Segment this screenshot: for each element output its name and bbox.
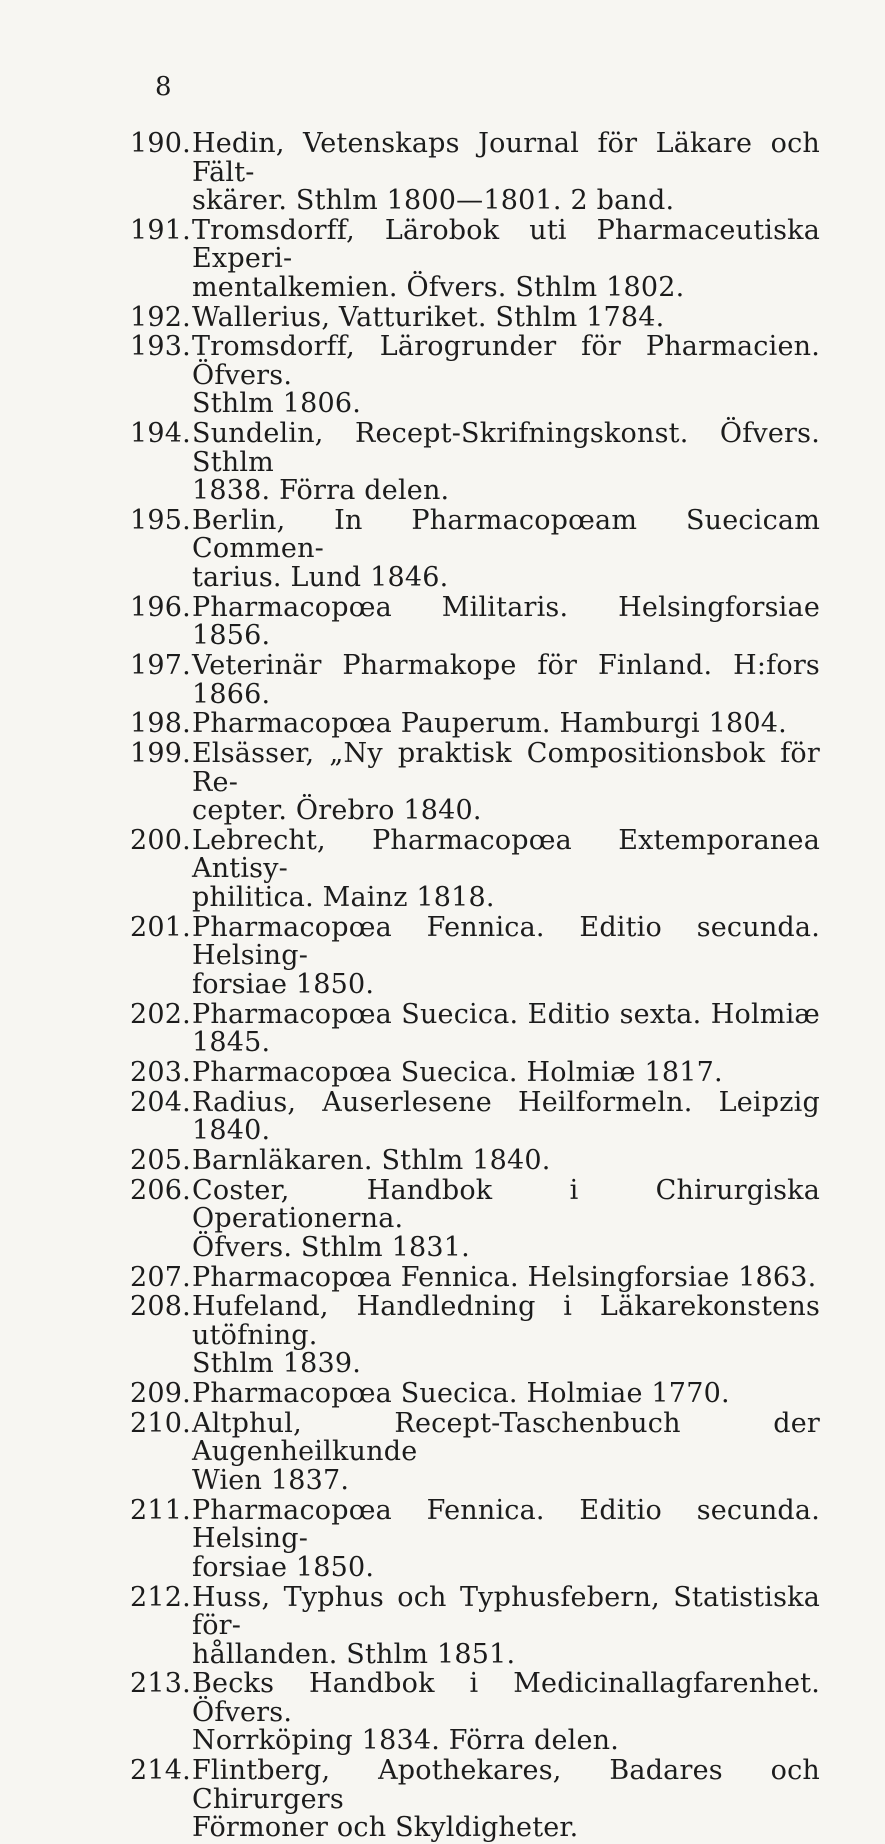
entry-line: Öfvers. Sthlm 1831. (192, 1231, 470, 1263)
catalog-entry (130, 1494, 820, 1583)
entry-text (192, 911, 820, 1000)
entry-line: Hufeland, Handledning i Läkarekonstens utöfning. (192, 1291, 820, 1351)
entry-number: 192. (130, 301, 191, 333)
entry-number: 207. (130, 1261, 191, 1293)
entry-line: Förmoner och Skyldigheter. (192, 1812, 579, 1844)
entry-line: hållanden. Sthlm 1851. (192, 1638, 516, 1670)
entry-line: Pharmacopœa Fennica. Helsingforsiae 1863. (192, 1261, 817, 1293)
catalog-entry (130, 591, 820, 652)
entry-number: 203. (130, 1056, 191, 1088)
page-number: 8 (155, 72, 172, 102)
entry-line: Huss, Typhus och Typhusfebern, Statistiska för- (192, 1581, 820, 1642)
entry-line: philitica. Mainz 1818. (192, 881, 495, 913)
entry-number: 197. (130, 650, 191, 682)
entry-text (192, 1380, 820, 1409)
entry-line: Pharmacopœa Fennica. Editio secunda. Helsing- (192, 1494, 820, 1555)
entry-number: 194. (130, 418, 191, 450)
catalog-entry (130, 1293, 820, 1379)
entry-line: Flintberg, Apothekares, Badares och Chirurgers (192, 1755, 820, 1815)
entry-text (192, 1144, 820, 1176)
entry-line: Altphul, Recept-Taschenbuch der Augenheilkunde (192, 1407, 820, 1468)
entry-text (192, 740, 820, 826)
entry-text (192, 1581, 820, 1670)
entry-line: Elsässer, „Ny praktisk Compositionsbok för Re- (192, 738, 820, 798)
entry-text (192, 214, 820, 303)
entry-text (192, 824, 820, 913)
entry-number: 195. (130, 504, 191, 536)
entry-text (192, 1670, 820, 1756)
entry-text (192, 998, 820, 1059)
entry-number: 191. (130, 214, 191, 246)
entry-line: Wallerius, Vatturiket. Sthlm 1784. (192, 301, 665, 333)
entry-line: Tromsdorff, Lärobok uti Pharmaceutiska Experi- (192, 214, 820, 275)
entry-number: 200. (130, 824, 191, 856)
entry-line: cepter. Örebro 1840. (192, 795, 482, 827)
catalog-entry (130, 1261, 820, 1293)
entry-text (192, 1757, 820, 1843)
entry-line: mentalkemien. Öfvers. Sthlm 1802. (192, 271, 685, 303)
entry-number: 193. (130, 331, 191, 363)
entry-line: Tromsdorff, Lärogrunder för Pharmacien. Öfvers. (192, 331, 820, 391)
catalog-entry (130, 824, 820, 913)
entry-number: 202. (130, 998, 191, 1030)
catalog-list (130, 130, 820, 1844)
catalog-entry (130, 420, 820, 506)
entry-line: Pharmacopœa Suecica. Holmiae 1770. (192, 1378, 730, 1410)
entry-text (192, 1174, 820, 1263)
entry-line: Becks Handbok i Medicinallagfarenhet. Öfvers. (192, 1668, 820, 1728)
catalog-entry (130, 130, 820, 216)
entry-line: Coster, Handbok i Chirurgiska Operationerna. (192, 1174, 820, 1235)
entry-line: 1838. Förra delen. (192, 475, 450, 507)
catalog-entry (130, 1086, 820, 1147)
entry-line: forsiae 1850. (192, 1551, 375, 1583)
entry-line: Pharmacopœa Suecica. Editio sexta. Holmiæ 1845. (192, 998, 820, 1059)
catalog-entry (130, 1056, 820, 1088)
catalog-entry (130, 333, 820, 419)
entry-number: 201. (130, 911, 191, 943)
catalog-entry (130, 911, 820, 1000)
entry-number: 209. (130, 1378, 191, 1410)
catalog-entry (130, 1670, 820, 1756)
entry-text (192, 1293, 820, 1379)
entry-text (192, 420, 820, 506)
entry-number: 214. (130, 1755, 191, 1787)
entry-line: Pharmacopœa Pauperum. Hamburgi 1804. (192, 708, 787, 740)
entry-line: Sundelin, Recept-Skrifningskonst. Öfvers. Sthlm (192, 418, 820, 478)
entry-line: Sthlm 1839. (192, 1348, 362, 1380)
entry-text (192, 1261, 820, 1293)
entry-text (192, 1494, 820, 1583)
entry-number: 190. (130, 128, 191, 159)
catalog-entry (130, 504, 820, 593)
catalog-entry (130, 214, 820, 303)
entry-line: tarius. Lund 1846. (192, 561, 449, 593)
entry-number: 196. (130, 591, 191, 623)
entry-text (192, 1086, 820, 1147)
entry-line: skärer. Sthlm 1800—1801. 2 band. (192, 185, 675, 216)
entry-text (192, 130, 820, 216)
entry-number: 210. (130, 1407, 191, 1439)
catalog-entry (130, 301, 820, 333)
entry-line: Veterinär Pharmakope för Finland. H:fors 1866. (192, 650, 820, 710)
entry-text (192, 1056, 820, 1088)
entry-number: 198. (130, 708, 191, 740)
entry-line: Radius, Auserlesene Heilformeln. Leipzig 1840. (192, 1086, 820, 1147)
entry-number: 212. (130, 1581, 191, 1613)
entry-line: Sthlm 1806. (192, 388, 362, 420)
entry-line: Berlin, In Pharmacopœam Suecicam Commen- (192, 504, 820, 565)
catalog-entry (130, 1380, 820, 1409)
entry-text (192, 301, 820, 333)
entry-text (192, 1407, 820, 1496)
catalog-entry (130, 1757, 820, 1843)
entry-line: Norrköping 1834. Förra delen. (192, 1725, 620, 1757)
catalog-entry (130, 710, 820, 739)
entry-text (192, 652, 820, 709)
catalog-entry (130, 998, 820, 1059)
entry-number: 208. (130, 1291, 191, 1323)
entry-line: Hedin, Vetenskaps Journal för Läkare och Fält- (192, 128, 820, 188)
catalog-entry (130, 1407, 820, 1496)
entry-line: Pharmacopœa Militaris. Helsingforsiae 1856. (192, 591, 820, 652)
entry-number: 204. (130, 1086, 191, 1118)
entry-text (192, 504, 820, 593)
entry-line: Pharmacopœa Fennica. Editio secunda. Helsing- (192, 911, 820, 972)
entry-number: 213. (130, 1668, 191, 1700)
entry-number: 211. (130, 1494, 191, 1526)
entry-text (192, 710, 820, 739)
catalog-entry (130, 740, 820, 826)
entry-line: Barnläkaren. Sthlm 1840. (192, 1144, 551, 1176)
entry-text (192, 333, 820, 419)
entry-text (192, 591, 820, 652)
catalog-entry (130, 1174, 820, 1263)
entry-line: Pharmacopœa Suecica. Holmiæ 1817. (192, 1056, 723, 1088)
catalog-entry (130, 1581, 820, 1670)
entry-number: 206. (130, 1174, 191, 1206)
entry-number: 199. (130, 738, 191, 770)
entry-line: Wien 1837. (192, 1464, 350, 1496)
catalog-entry (130, 1144, 820, 1176)
entry-number: 205. (130, 1144, 191, 1176)
catalog-entry (130, 652, 820, 709)
entry-line: Lebrecht, Pharmacopœa Extemporanea Antisy- (192, 824, 820, 885)
entry-line: forsiae 1850. (192, 968, 375, 1000)
